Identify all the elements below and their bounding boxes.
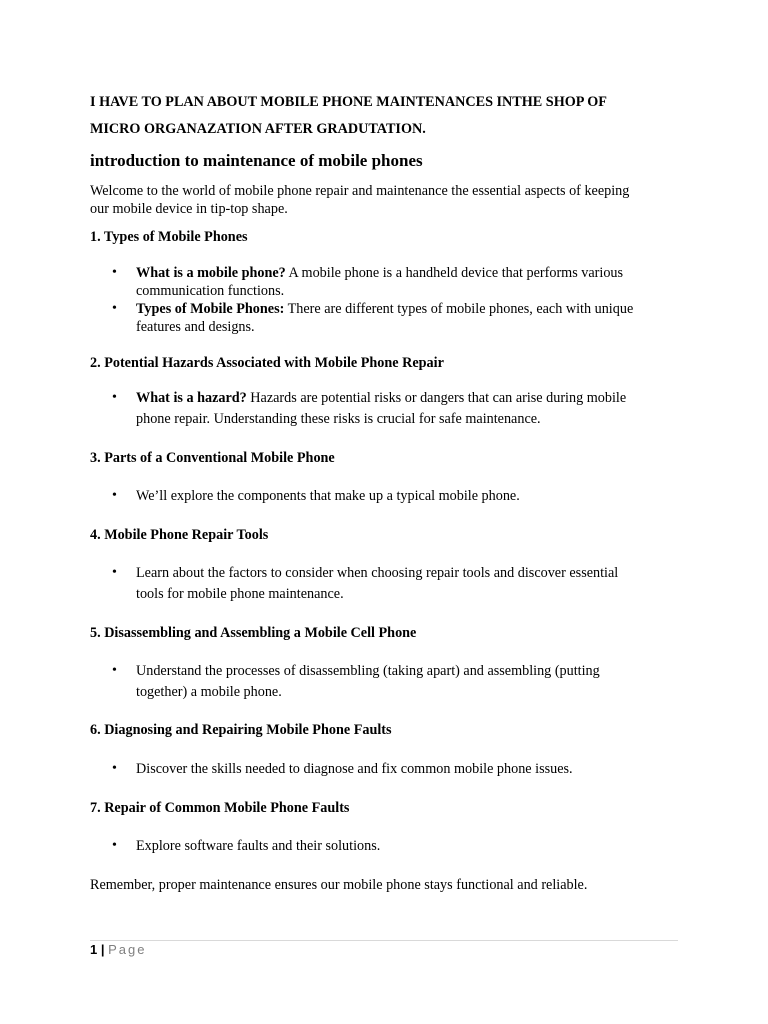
intro-line-1: Welcome to the world of mobile phone repair and maintenance the essential aspects of keeping — [90, 183, 630, 199]
bullet-mobile-phone-line-2: communication functions. — [136, 283, 285, 299]
page-footer — [90, 942, 147, 957]
footer-divider — [90, 940, 678, 941]
bullet-marker: • — [112, 838, 117, 853]
page-label: Page — [108, 942, 147, 957]
document-title-line-1: I HAVE TO PLAN ABOUT MOBILE PHONE MAINTENANCES INTHE SHOP OF — [90, 94, 607, 110]
bullet-types-line-1 — [136, 301, 633, 318]
bullet-disassembly-line-2: together) a mobile phone. — [136, 684, 282, 700]
bullet-marker: • — [112, 565, 117, 580]
bullet-disassembly-line-1: Understand the processes of disassembling (taking apart) and assembling (putting — [136, 663, 600, 679]
intro-heading: introduction to maintenance of mobile phones — [90, 151, 423, 170]
page-number: 1 — [90, 942, 98, 957]
footer-separator: | — [100, 942, 105, 957]
bullet-text: A mobile phone is a handheld device that performs various — [285, 265, 624, 281]
section-heading-types: 1. Types of Mobile Phones — [90, 229, 248, 245]
bullet-bold-label: What is a hazard? — [136, 390, 247, 406]
section-heading-tools: 4. Mobile Phone Repair Tools — [90, 527, 269, 543]
bullet-marker: • — [112, 761, 117, 776]
intro-line-2: our mobile device in tip-top shape. — [90, 201, 288, 217]
bullet-bold-label: Types of Mobile Phones: — [136, 301, 285, 317]
bullet-tools-line-1: Learn about the factors to consider when choosing repair tools and discover essential — [136, 565, 619, 581]
closing-paragraph: Remember, proper maintenance ensures our mobile phone stays functional and reliable. — [90, 877, 588, 893]
bullet-marker: • — [112, 265, 117, 280]
bullet-marker: • — [112, 663, 117, 678]
bullet-parts-line-1: We’ll explore the components that make up a typical mobile phone. — [136, 488, 520, 504]
bullet-types-line-2: features and designs. — [136, 319, 255, 335]
bullet-marker: • — [112, 488, 117, 503]
bullet-hazard-line-2: phone repair. Understanding these risks is crucial for safe maintenance. — [136, 411, 541, 427]
bullet-bold-label: What is a mobile phone? — [136, 265, 286, 281]
section-heading-disassembly: 5. Disassembling and Assembling a Mobile Cell Phone — [90, 625, 417, 641]
bullet-text: There are different types of mobile phones, each with unique — [284, 301, 634, 317]
bullet-marker: • — [112, 301, 117, 316]
bullet-repair-line-1: Explore software faults and their solutions. — [136, 838, 381, 854]
section-heading-hazards: 2. Potential Hazards Associated with Mobile Phone Repair — [90, 355, 444, 371]
bullet-marker: • — [112, 390, 117, 405]
bullet-text: Hazards are potential risks or dangers that can arise during mobile — [246, 390, 627, 406]
bullet-tools-line-2: tools for mobile phone maintenance. — [136, 586, 344, 602]
document-title-line-2: MICRO ORGANAZATION AFTER GRADUTATION. — [90, 121, 426, 137]
bullet-diagnosing-line-1: Discover the skills needed to diagnose and fix common mobile phone issues. — [136, 761, 573, 777]
bullet-mobile-phone-line-1 — [136, 265, 623, 282]
section-heading-repair: 7. Repair of Common Mobile Phone Faults — [90, 800, 350, 816]
bullet-hazard-line-1 — [136, 390, 626, 407]
section-heading-diagnosing: 6. Diagnosing and Repairing Mobile Phone Faults — [90, 722, 392, 738]
section-heading-parts: 3. Parts of a Conventional Mobile Phone — [90, 450, 335, 466]
